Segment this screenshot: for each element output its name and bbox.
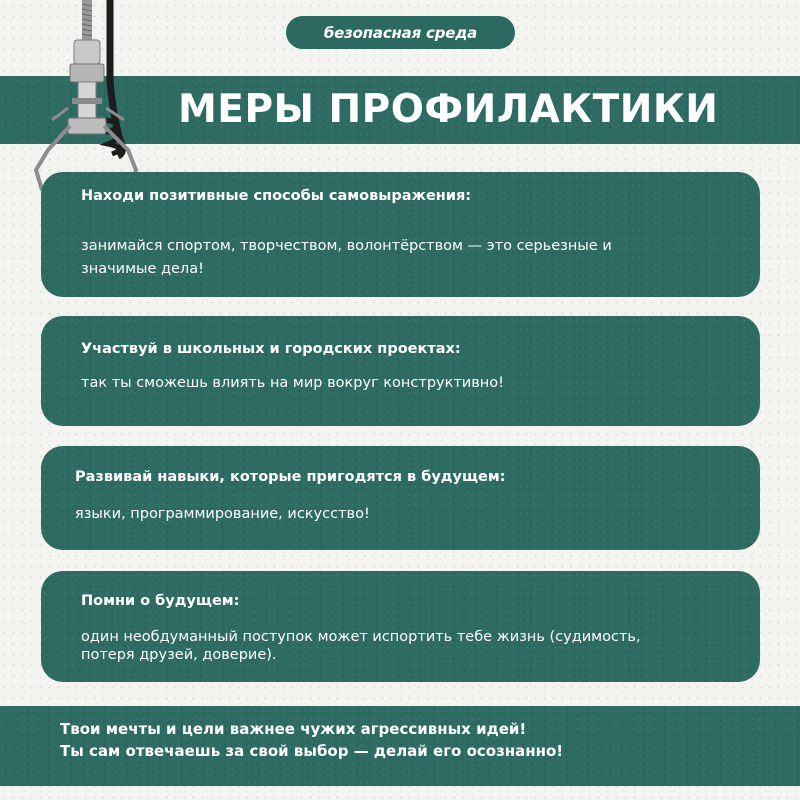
tip-card-text: значимые дела! (81, 261, 204, 277)
tip-card-text: занимайся спортом, творчеством, волонтёрством — это серьезные и (81, 238, 612, 254)
footer-line-1: Твои мечты и цели важнее чужих агрессивных идей! (60, 720, 527, 738)
header-tag: безопасная среда (286, 16, 515, 49)
tip-card-1 (41, 172, 760, 297)
claw-machine-icon (28, 0, 168, 200)
tip-card-text: языки, программирование, искусство! (75, 506, 370, 522)
tip-card-text: так ты сможешь влиять на мир вокруг конструктивно! (81, 375, 504, 391)
tip-card-text: потеря друзей, доверие). (81, 647, 277, 663)
tip-card-heading: Помни о будущем: (81, 593, 240, 609)
tip-card-text: один необдуманный поступок может испортить тебе жизнь (судимость, (81, 629, 641, 645)
tip-card-heading: Участвуй в школьных и городских проектах: (81, 341, 461, 357)
tip-card-heading: Развивай навыки, которые пригодятся в будущем: (75, 469, 506, 485)
page-title: МЕРЫ ПРОФИЛАКТИКИ (178, 87, 719, 132)
tip-card-3 (41, 446, 760, 550)
tip-card-2 (41, 316, 760, 426)
tip-card-heading: Находи позитивные способы самовыражения: (81, 188, 472, 204)
footer-band (0, 706, 800, 786)
footer-line-2: Ты сам отвечаешь за свой выбор — делай его осознанно! (60, 742, 564, 760)
tip-card-4 (41, 571, 760, 682)
